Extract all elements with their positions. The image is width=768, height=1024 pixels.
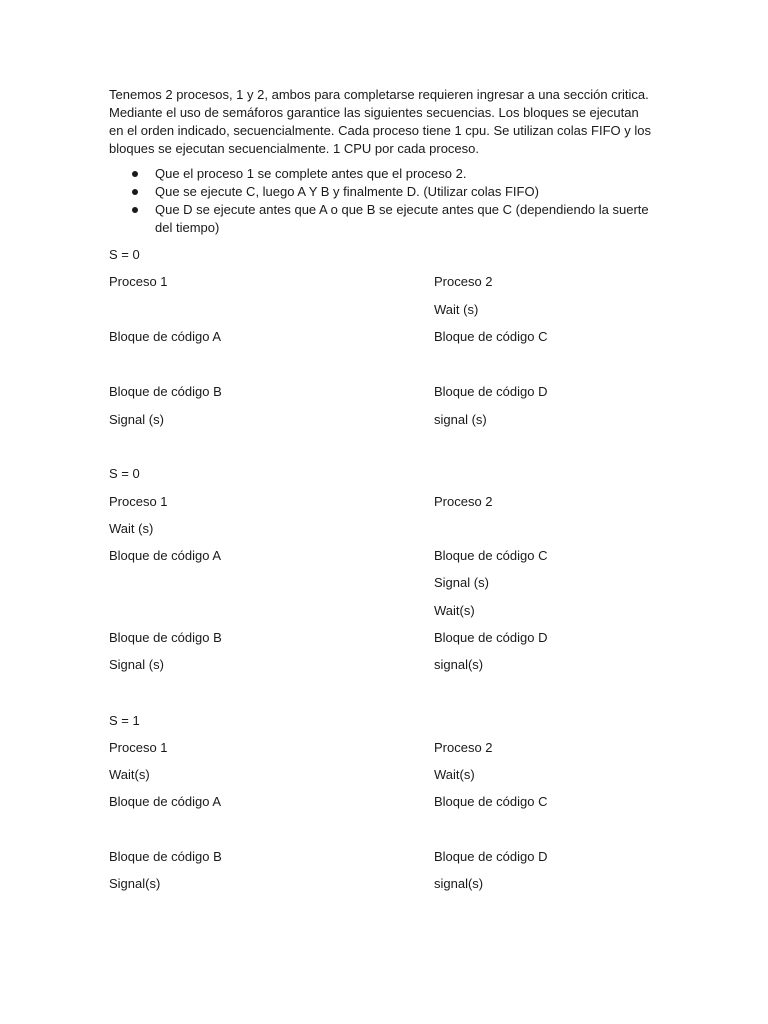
process-1-header: Proceso 1 xyxy=(109,494,168,509)
wait-statement: Wait(s) xyxy=(434,767,475,782)
list-item-text: Que se ejecute C, luego A Y B y finalmente D. (Utilizar colas FIFO) xyxy=(155,184,539,199)
wait-statement: Wait(s) xyxy=(109,767,150,782)
wait-statement: Wait (s) xyxy=(434,302,479,317)
semaphore-init: S = 0 xyxy=(109,247,140,262)
bullet-icon xyxy=(132,189,138,195)
code-block-d: Bloque de código D xyxy=(434,630,548,645)
code-block-d: Bloque de código D xyxy=(434,384,548,399)
process-2-header: Proceso 2 xyxy=(434,740,493,755)
intro-paragraph: Tenemos 2 procesos, 1 y 2, ambos para completarse requieren ingresar a una sección critica. Mediante el uso de semáforos garantice las siguientes secuencias. Los bloques se ejecutan en el orden indicado, secuencialmente. Cada proceso tiene 1 cpu. Se utilizan colas FIFO y los bloques se ejecutan secuencialmente. 1 CPU por cada proceso. xyxy=(109,87,651,156)
code-block-a: Bloque de código A xyxy=(109,548,222,563)
signal-statement: Signal(s) xyxy=(109,876,161,891)
code-block-d: Bloque de código D xyxy=(434,849,548,864)
semaphore-init: S = 1 xyxy=(109,713,140,728)
process-1-header: Proceso 1 xyxy=(109,274,168,289)
code-block-b: Bloque de código B xyxy=(109,384,222,399)
list-item xyxy=(109,201,654,237)
signal-statement: Signal (s) xyxy=(434,575,489,590)
signal-statement: Signal (s) xyxy=(109,412,164,427)
code-block-c: Bloque de código C xyxy=(434,329,548,344)
semaphore-init: S = 0 xyxy=(109,466,140,481)
code-block-a: Bloque de código A xyxy=(109,794,222,809)
process-2-header: Proceso 2 xyxy=(434,274,493,289)
list-item-text: Que el proceso 1 se complete antes que el proceso 2. xyxy=(155,166,467,181)
code-block-b: Bloque de código B xyxy=(109,630,222,645)
signal-statement: Signal (s) xyxy=(109,657,164,672)
process-2-header: Proceso 2 xyxy=(434,494,493,509)
signal-statement: signal(s) xyxy=(434,876,484,891)
code-block-c: Bloque de código C xyxy=(434,548,548,563)
list-item xyxy=(109,183,654,201)
list-item-text: Que D se ejecute antes que A o que B se ejecute antes que C (dependiendo la suerte del tiempo) xyxy=(155,202,649,235)
code-block-a: Bloque de código A xyxy=(109,329,222,344)
bullet-icon xyxy=(132,171,138,177)
bullet-icon xyxy=(132,207,138,213)
wait-statement: Wait (s) xyxy=(109,521,154,536)
list-item xyxy=(109,165,654,183)
code-block-b: Bloque de código B xyxy=(109,849,222,864)
code-block-c: Bloque de código C xyxy=(434,794,548,809)
requirements-list xyxy=(109,165,654,237)
signal-statement: signal (s) xyxy=(434,412,487,427)
process-1-header: Proceso 1 xyxy=(109,740,168,755)
signal-statement: signal(s) xyxy=(434,657,484,672)
wait-statement: Wait(s) xyxy=(434,603,475,618)
